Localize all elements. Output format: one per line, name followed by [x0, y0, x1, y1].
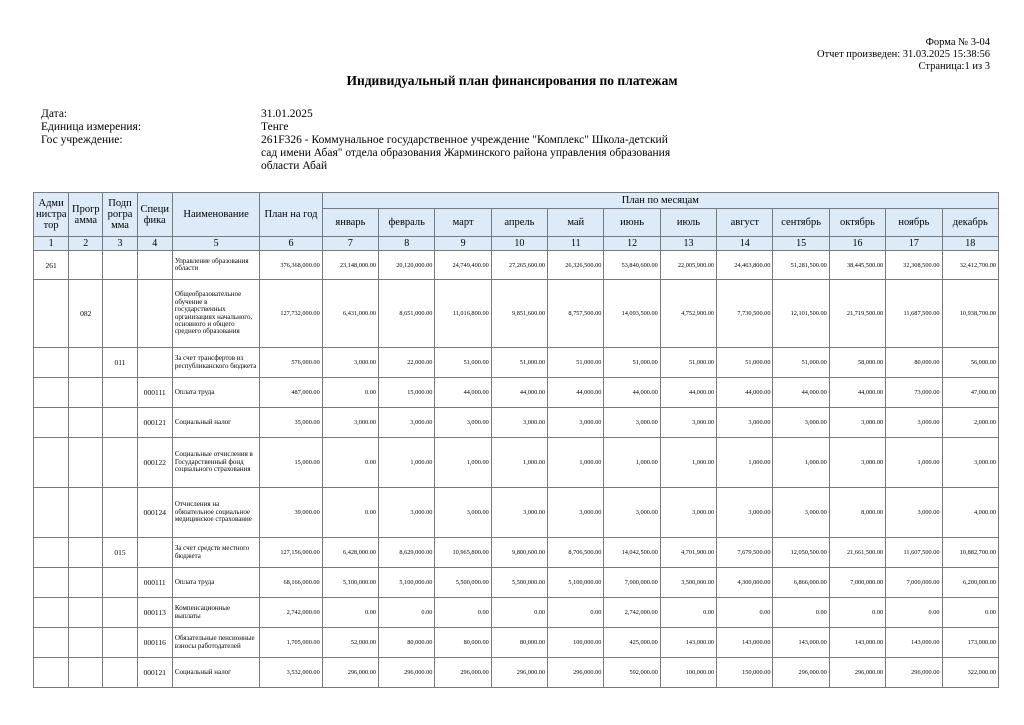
cell-month-value: 425,000.00 [604, 628, 660, 658]
cell-month-value: 22,000.00 [379, 348, 435, 378]
cell-plan-year: 68,166,000.00 [260, 568, 322, 598]
cell-month-value: 9,800,600.00 [491, 538, 547, 568]
cell-month-value: 44,000.00 [604, 378, 660, 408]
cell-month-value: 14,093,500.00 [604, 280, 660, 348]
cell-month-value: 38,445,500.00 [829, 251, 885, 280]
cell-month-value: 44,000.00 [435, 378, 491, 408]
col-number: 18 [942, 237, 999, 251]
cell-month-value: 3,000.00 [773, 488, 829, 538]
cell-month-value: 9,851,600.00 [491, 280, 547, 348]
cell-month-value: 2,000.00 [942, 408, 999, 438]
info-value: 31.01.2025 [261, 108, 313, 120]
cell-month-value: 7,730,500.00 [717, 280, 773, 348]
cell-month-value: 32,412,700.00 [942, 251, 999, 280]
table-row [34, 568, 999, 598]
cell-specifics: 000121 [137, 408, 172, 438]
col-number: 17 [886, 237, 942, 251]
cell-month-value: 0.00 [322, 438, 378, 488]
cell-program [69, 408, 103, 438]
cell-program [69, 658, 103, 688]
cell-subprogram [103, 408, 137, 438]
cell-month-value: 3,000.00 [829, 438, 885, 488]
cell-name: Оплата труда [172, 568, 260, 598]
cell-month-value: 143,000.00 [829, 628, 885, 658]
cell-month-value: 11,607,500.00 [886, 538, 942, 568]
cell-month-value: 3,000.00 [322, 408, 378, 438]
cell-month-value: 0.00 [660, 598, 716, 628]
cell-month-value: 44,000.00 [717, 378, 773, 408]
cell-month-value: 56,000.00 [942, 348, 999, 378]
cell-program [69, 251, 103, 280]
report-meta [817, 37, 990, 73]
cell-month-value: 3,000.00 [942, 438, 999, 488]
cell-month-value: 11,016,800.00 [435, 280, 491, 348]
cell-month-value: 23,148,000.00 [322, 251, 378, 280]
cell-month-value: 51,000.00 [773, 348, 829, 378]
cell-month-value: 0.00 [435, 598, 491, 628]
col-header-month: февраль [379, 209, 435, 237]
cell-month-value: 296,000.00 [886, 658, 942, 688]
col-number: 10 [491, 237, 547, 251]
cell-program [69, 598, 103, 628]
document-info [41, 108, 671, 173]
cell-month-value: 296,000.00 [548, 658, 604, 688]
cell-name: Отчисления на обязательное социальное медицинское страхование [172, 488, 260, 538]
cell-month-value: 322,000.00 [942, 658, 999, 688]
cell-month-value: 2,742,000.00 [604, 598, 660, 628]
cell-month-value: 10,938,700.00 [942, 280, 999, 348]
col-number: 12 [604, 237, 660, 251]
cell-name: Обязательные пенсионные взносы работодателей [172, 628, 260, 658]
cell-subprogram [103, 568, 137, 598]
cell-program [69, 488, 103, 538]
cell-month-value: 52,000.00 [322, 628, 378, 658]
cell-month-value: 21,661,500.00 [829, 538, 885, 568]
cell-month-value: 5,100,000.00 [322, 568, 378, 598]
cell-plan-year: 576,000.00 [260, 348, 322, 378]
cell-month-value: 0.00 [717, 598, 773, 628]
col-header-month: май [548, 209, 604, 237]
cell-name: Управление образования области [172, 251, 260, 280]
col-number: 15 [773, 237, 829, 251]
info-row-unit [41, 121, 671, 134]
cell-name: Компенсационные выплаты [172, 598, 260, 628]
cell-month-value: 3,000.00 [604, 408, 660, 438]
cell-specifics: 000121 [137, 658, 172, 688]
cell-month-value: 6,428,000.00 [322, 538, 378, 568]
cell-month-value: 51,000.00 [717, 348, 773, 378]
col-header-monthly-plan: План по месяцам [322, 193, 998, 209]
col-number: 8 [379, 237, 435, 251]
info-row-institution [41, 134, 671, 173]
cell-month-value: 3,000.00 [548, 408, 604, 438]
col-number: 13 [660, 237, 716, 251]
col-header-month: апрель [491, 209, 547, 237]
cell-month-value: 3,000.00 [435, 408, 491, 438]
cell-month-value: 24,463,800.00 [717, 251, 773, 280]
cell-month-value: 296,000.00 [435, 658, 491, 688]
col-header-name: Наименование [172, 193, 260, 237]
cell-month-value: 44,000.00 [829, 378, 885, 408]
cell-month-value: 58,000.00 [829, 348, 885, 378]
col-number: 11 [548, 237, 604, 251]
cell-month-value: 51,281,500.00 [773, 251, 829, 280]
cell-month-value: 3,000.00 [604, 488, 660, 538]
cell-name: За счет трансфертов из республиканского бюджета [172, 348, 260, 378]
cell-month-value: 3,000.00 [322, 348, 378, 378]
cell-admin [34, 538, 69, 568]
table-row [34, 488, 999, 538]
cell-month-value: 26,326,500.00 [548, 251, 604, 280]
cell-month-value: 150,000.00 [717, 658, 773, 688]
cell-specifics: 000111 [137, 568, 172, 598]
table-row [34, 280, 999, 348]
table-row [34, 438, 999, 488]
cell-plan-year: 35,000.00 [260, 408, 322, 438]
col-number: 2 [69, 237, 103, 251]
table-row [34, 408, 999, 438]
cell-month-value: 296,000.00 [491, 658, 547, 688]
col-number: 7 [322, 237, 378, 251]
cell-admin [34, 280, 69, 348]
report-timestamp: Отчет произведен: 31.03.2025 15:38:56 [816, 49, 990, 60]
cell-specifics [137, 538, 172, 568]
cell-month-value: 4,701,900.00 [660, 538, 716, 568]
cell-month-value: 80,000.00 [491, 628, 547, 658]
cell-plan-year: 1,705,000.00 [260, 628, 322, 658]
form-number: Форма № 3-04 [925, 37, 990, 48]
table-row [34, 658, 999, 688]
cell-name: Общеобразовательное обучение в государственных организациях начального, основного и общего среднего образования [172, 280, 260, 348]
cell-month-value: 143,000.00 [717, 628, 773, 658]
cell-month-value: 0.00 [548, 598, 604, 628]
cell-subprogram [103, 280, 137, 348]
cell-month-value: 3,000.00 [717, 408, 773, 438]
cell-month-value: 0.00 [322, 598, 378, 628]
cell-month-value: 44,000.00 [773, 378, 829, 408]
cell-month-value: 1,000.00 [435, 438, 491, 488]
cell-month-value: 143,000.00 [660, 628, 716, 658]
cell-specifics [137, 348, 172, 378]
cell-month-value: 20,120,000.00 [379, 251, 435, 280]
cell-month-value: 5,500,000.00 [435, 568, 491, 598]
col-header-month: сентябрь [773, 209, 829, 237]
col-header-plan-year: План на год [260, 193, 322, 237]
cell-month-value: 0.00 [379, 598, 435, 628]
cell-month-value: 8,706,500.00 [548, 538, 604, 568]
cell-month-value: 3,000.00 [829, 408, 885, 438]
info-value: Тенге [261, 121, 289, 133]
cell-month-value: 1,000.00 [491, 438, 547, 488]
cell-month-value: 0.00 [773, 598, 829, 628]
page-indicator: Страница:1 из 3 [918, 61, 990, 72]
table-row [34, 628, 999, 658]
cell-subprogram: 011 [103, 348, 137, 378]
col-number: 16 [829, 237, 885, 251]
cell-month-value: 6,866,000.00 [773, 568, 829, 598]
cell-month-value: 7,000,000.00 [886, 568, 942, 598]
cell-month-value: 3,000.00 [660, 408, 716, 438]
cell-subprogram [103, 488, 137, 538]
cell-month-value: 6,200,000.00 [942, 568, 999, 598]
col-number: 14 [717, 237, 773, 251]
col-number: 9 [435, 237, 491, 251]
cell-admin [34, 408, 69, 438]
cell-admin [34, 438, 69, 488]
col-header-month: март [435, 209, 491, 237]
cell-month-value: 44,000.00 [491, 378, 547, 408]
cell-month-value: 8,629,000.00 [379, 538, 435, 568]
col-header-month: ноябрь [886, 209, 942, 237]
cell-month-value: 4,752,900.00 [660, 280, 716, 348]
cell-month-value: 7,000,000.00 [829, 568, 885, 598]
col-number: 5 [172, 237, 260, 251]
cell-month-value: 27,265,600.00 [491, 251, 547, 280]
cell-subprogram [103, 378, 137, 408]
cell-month-value: 1,000.00 [660, 438, 716, 488]
col-number: 1 [34, 237, 69, 251]
cell-subprogram [103, 251, 137, 280]
cell-month-value: 1,000.00 [886, 438, 942, 488]
cell-subprogram [103, 658, 137, 688]
table-row [34, 538, 999, 568]
cell-month-value: 7,000,000.00 [604, 568, 660, 598]
cell-month-value: 3,000.00 [886, 408, 942, 438]
cell-month-value: 296,000.00 [773, 658, 829, 688]
cell-plan-year: 127,156,000.00 [260, 538, 322, 568]
cell-month-value: 0.00 [942, 598, 999, 628]
cell-month-value: 4,000.00 [942, 488, 999, 538]
cell-month-value: 32,308,500.00 [886, 251, 942, 280]
cell-month-value: 6,431,000.00 [322, 280, 378, 348]
cell-month-value: 296,000.00 [829, 658, 885, 688]
cell-month-value: 173,000.00 [942, 628, 999, 658]
cell-month-value: 100,000.00 [660, 658, 716, 688]
cell-month-value: 3,000.00 [548, 488, 604, 538]
cell-plan-year: 376,368,000.00 [260, 251, 322, 280]
cell-plan-year: 15,000.00 [260, 438, 322, 488]
cell-specifics: 000113 [137, 598, 172, 628]
cell-month-value: 12,050,500.00 [773, 538, 829, 568]
cell-month-value: 12,101,500.00 [773, 280, 829, 348]
cell-month-value: 3,000.00 [717, 488, 773, 538]
cell-month-value: 8,757,500.00 [548, 280, 604, 348]
cell-admin [34, 658, 69, 688]
cell-month-value: 3,000.00 [491, 488, 547, 538]
cell-plan-year: 127,732,000.00 [260, 280, 322, 348]
info-label: Единица измерения: [41, 121, 142, 133]
cell-plan-year: 3,532,000.00 [260, 658, 322, 688]
info-row-date [41, 108, 671, 121]
cell-month-value: 80,000.00 [886, 348, 942, 378]
cell-month-value: 80,000.00 [435, 628, 491, 658]
cell-month-value: 24,749,400.00 [435, 251, 491, 280]
col-number: 4 [137, 237, 172, 251]
cell-month-value: 1,000.00 [717, 438, 773, 488]
cell-month-value: 51,000.00 [435, 348, 491, 378]
cell-name: Социальные отчисления в Государственный фонд социального страхования [172, 438, 260, 488]
cell-month-value: 0.00 [886, 598, 942, 628]
cell-month-value: 3,000.00 [660, 488, 716, 538]
cell-month-value: 296,000.00 [322, 658, 378, 688]
cell-month-value: 22,005,900.00 [660, 251, 716, 280]
cell-month-value: 21,719,500.00 [829, 280, 885, 348]
cell-month-value: 3,500,000.00 [660, 568, 716, 598]
cell-month-value: 11,687,500.00 [886, 280, 942, 348]
col-number: 6 [260, 237, 322, 251]
cell-month-value: 4,300,000.00 [717, 568, 773, 598]
col-header-month: декабрь [942, 209, 999, 237]
col-header-month: август [717, 209, 773, 237]
cell-subprogram [103, 598, 137, 628]
cell-month-value: 8,651,000.00 [379, 280, 435, 348]
cell-month-value: 143,000.00 [886, 628, 942, 658]
cell-plan-year: 487,000.00 [260, 378, 322, 408]
cell-program [69, 628, 103, 658]
cell-month-value: 51,000.00 [604, 348, 660, 378]
col-header-month: июнь [604, 209, 660, 237]
cell-month-value: 0.00 [829, 598, 885, 628]
cell-month-value: 5,100,000.00 [379, 568, 435, 598]
cell-month-value: 53,840,600.00 [604, 251, 660, 280]
cell-program: 082 [69, 280, 103, 348]
cell-month-value: 80,000.00 [379, 628, 435, 658]
cell-program [69, 438, 103, 488]
cell-month-value: 3,000.00 [886, 488, 942, 538]
cell-month-value: 3,000.00 [773, 408, 829, 438]
col-header-month: январь [322, 209, 378, 237]
cell-month-value: 3,000.00 [379, 408, 435, 438]
info-label: Дата: [41, 108, 68, 120]
cell-month-value: 3,000.00 [491, 408, 547, 438]
cell-admin: 261 [34, 251, 69, 280]
cell-month-value: 51,000.00 [660, 348, 716, 378]
col-header-program: Прогр амма [69, 193, 103, 237]
cell-month-value: 44,000.00 [548, 378, 604, 408]
table-row [34, 251, 999, 280]
cell-specifics: 000111 [137, 378, 172, 408]
cell-month-value: 7,679,500.00 [717, 538, 773, 568]
cell-admin [34, 348, 69, 378]
cell-month-value: 5,500,000.00 [491, 568, 547, 598]
cell-plan-year: 2,742,000.00 [260, 598, 322, 628]
cell-month-value: 143,000.00 [773, 628, 829, 658]
cell-month-value: 592,000.00 [604, 658, 660, 688]
cell-month-value: 44,000.00 [660, 378, 716, 408]
cell-month-value: 47,000.00 [942, 378, 999, 408]
cell-month-value: 73,000.00 [886, 378, 942, 408]
cell-month-value: 1,000.00 [773, 438, 829, 488]
col-header-specifics: Специ фика [137, 193, 172, 237]
cell-month-value: 15,000.00 [379, 378, 435, 408]
col-header-month: июль [660, 209, 716, 237]
cell-month-value: 14,042,500.00 [604, 538, 660, 568]
cell-admin [34, 378, 69, 408]
cell-month-value: 3,000.00 [379, 488, 435, 538]
cell-month-value: 3,000.00 [435, 488, 491, 538]
cell-specifics [137, 251, 172, 280]
cell-admin [34, 628, 69, 658]
info-label: Гос учреждение: [41, 134, 123, 146]
cell-program [69, 568, 103, 598]
cell-program [69, 378, 103, 408]
cell-subprogram [103, 628, 137, 658]
col-header-subprogram: Подп рогра мма [103, 193, 137, 237]
cell-month-value: 10,882,700.00 [942, 538, 999, 568]
cell-month-value: 296,000.00 [379, 658, 435, 688]
col-header-admin: Адми нистра тор [34, 193, 69, 237]
cell-plan-year: 39,000.00 [260, 488, 322, 538]
cell-program [69, 348, 103, 378]
financing-plan-table [33, 192, 999, 688]
col-header-month: октябрь [829, 209, 885, 237]
cell-program [69, 538, 103, 568]
cell-admin [34, 488, 69, 538]
cell-month-value: 8,000.00 [829, 488, 885, 538]
cell-specifics: 000124 [137, 488, 172, 538]
cell-name: Оплата труда [172, 378, 260, 408]
cell-month-value: 100,000.00 [548, 628, 604, 658]
cell-name: За счет средств местного бюджета [172, 538, 260, 568]
table-row [34, 378, 999, 408]
cell-specifics: 000122 [137, 438, 172, 488]
cell-month-value: 5,100,000.00 [548, 568, 604, 598]
col-number: 3 [103, 237, 137, 251]
info-value: 261F326 - Коммунальное государственное учреждение "Комплекс" Школа-детский сад имени Абая" отдела образования Жарминского района управления образования области Абай [261, 134, 671, 172]
cell-admin [34, 568, 69, 598]
cell-month-value: 0.00 [322, 378, 378, 408]
cell-name: Социальный налог [172, 408, 260, 438]
cell-month-value: 1,000.00 [548, 438, 604, 488]
cell-month-value: 1,000.00 [604, 438, 660, 488]
cell-admin [34, 598, 69, 628]
cell-month-value: 51,000.00 [548, 348, 604, 378]
cell-specifics [137, 280, 172, 348]
cell-month-value: 10,965,800.00 [435, 538, 491, 568]
cell-month-value: 0.00 [491, 598, 547, 628]
cell-month-value: 0.00 [322, 488, 378, 538]
cell-month-value: 51,000.00 [491, 348, 547, 378]
cell-name: Социальный налог [172, 658, 260, 688]
cell-month-value: 1,000.00 [379, 438, 435, 488]
cell-subprogram: 015 [103, 538, 137, 568]
table-row [34, 348, 999, 378]
cell-specifics: 000116 [137, 628, 172, 658]
document-title: Индивидуальный план финансирования по платежам [346, 73, 678, 88]
table-row [34, 598, 999, 628]
cell-subprogram [103, 438, 137, 488]
